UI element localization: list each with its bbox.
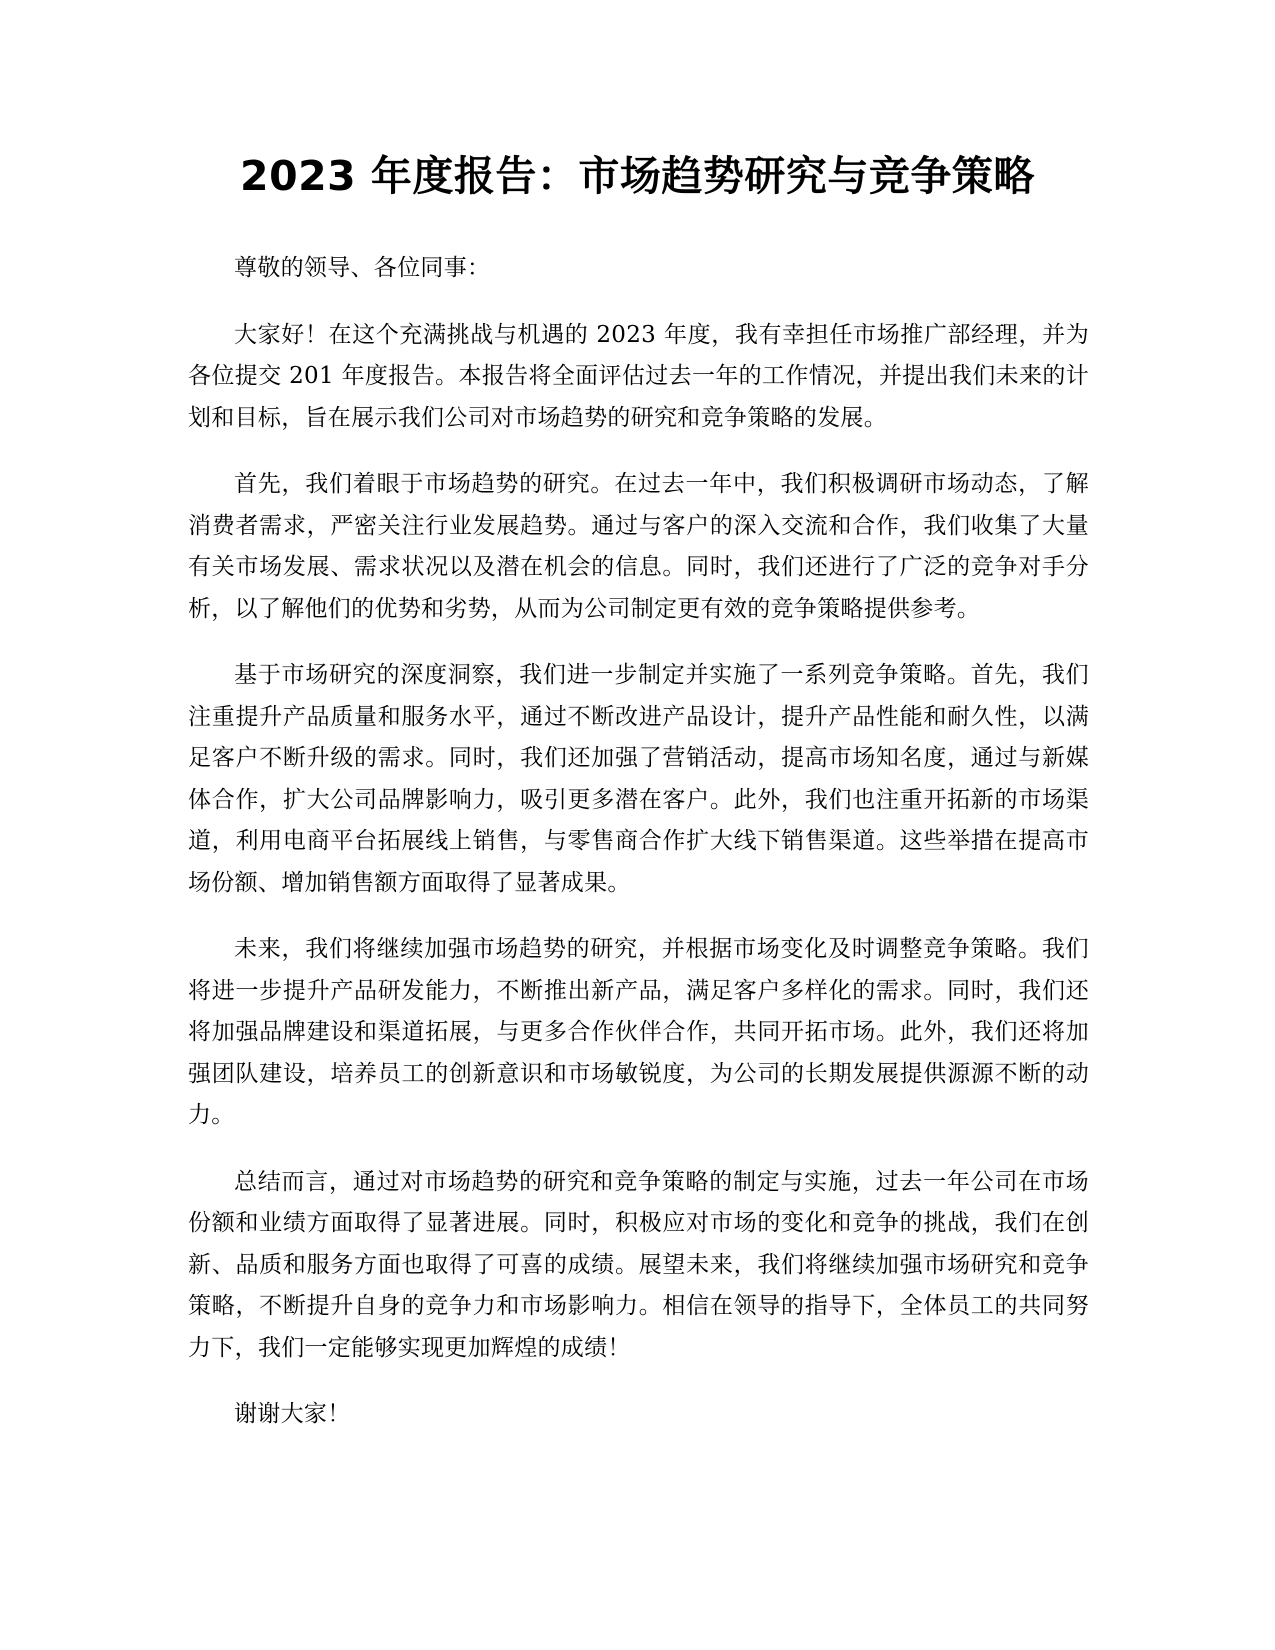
closing: 谢谢大家！: [234, 1401, 351, 1427]
paragraph-competitive-strategy: 基于市场研究的深度洞察，我们进一步制定并实施了一系列竞争策略。首先，我们注重提升产品质量和服务水平，通过不断改进产品设计，提升产品性能和耐久性，以满足客户不断升级的需求。同时，我们还加强了营销活动，提高市场知名度，通过与新媒体合作，扩大公司品牌影响力，吸引更多潜在客户。此外，我们也注重开拓新的市场渠道，利用电商平台拓展线上销售，与零售商合作扩大线下销售渠道。这些举措在提高市场份额、增加销售额方面取得了显著成果。: [188, 662, 1089, 896]
paragraph-summary: 总结而言，通过对市场趋势的研究和竞争策略的制定与实施，过去一年公司在市场份额和业绩方面取得了显著进展。同时，积极应对市场的变化和竞争的挑战，我们在创新、品质和服务方面也取得了可喜的成绩。展望未来，我们将继续加强市场研究和竞争策略，不断提升自身的竞争力和市场影响力。相信在领导的指导下，全体员工的共同努力下，我们一定能够实现更加辉煌的成绩！: [188, 1168, 1089, 1361]
paragraph-market-research: 首先，我们着眼于市场趋势的研究。在过去一年中，我们积极调研市场动态，了解消费者需求，严密关注行业发展趋势。通过与客户的深入交流和合作，我们收集了大量有关市场发展、需求状况以及潜在机会的信息。同时，我们还进行了广泛的竞争对手分析，以了解他们的优势和劣势，从而为公司制定更有效的竞争策略提供参考。: [188, 471, 1089, 622]
salutation: 尊敬的领导、各位同事：: [234, 255, 491, 281]
paragraph-future-plans: 未来，我们将继续加强市场趋势的研究，并根据市场变化及时调整竞争策略。我们将进一步提升产品研发能力，不断推出新产品，满足客户多样化的需求。同时，我们还将加强品牌建设和渠道拓展，与更多合作伙伴合作，共同开拓市场。此外，我们还将加强团队建设，培养员工的创新意识和市场敏锐度，为公司的长期发展提供源源不断的动力。: [188, 936, 1089, 1128]
document-title: 2023 年度报告：市场趋势研究与竞争策略: [240, 152, 1035, 200]
document-body: [188, 248, 1089, 1461]
paragraph-intro: 大家好！在这个充满挑战与机遇的 2023 年度，我有幸担任市场推广部经理，并为各位提交 201 年度报告。本报告将全面评估过去一年的工作情况，并提出我们未来的计划和目标，旨在展示我们公司对市场趋势的研究和竞争策略的发展。: [188, 321, 1089, 431]
